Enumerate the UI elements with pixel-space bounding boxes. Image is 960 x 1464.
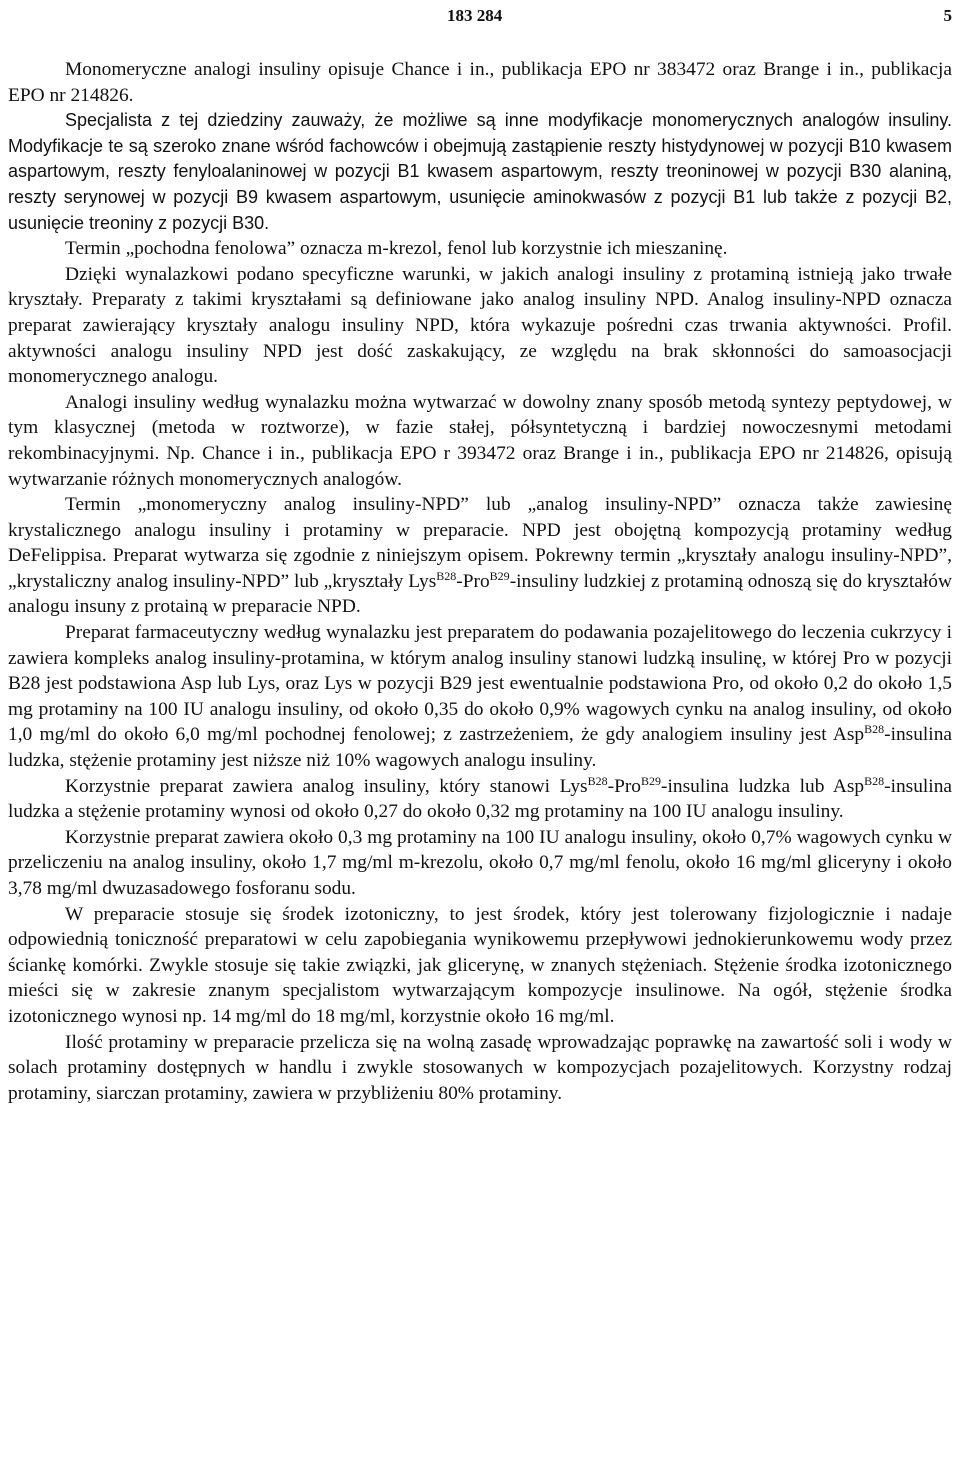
paragraph-5: Analogi insuliny według wynalazku można wytwarzać w dowolny znany sposób metodą syntezy peptydowej, w tym klasycznej (metoda w roztworze), w fazie stałej, półsyntetyczną i bardziej nowoczesnymi metodami rekombinacyjnymi. Np. Chance i in., publikacja EPO r 393472 oraz Brange i in., publikacja EPO nr 214826, opisują wytwarzanie różnych monomerycznych analogów. (8, 391, 952, 490)
document-body (8, 57, 952, 1106)
paragraph-11: Ilość protaminy w preparacie przelicza się na wolną zasadę wprowadzając poprawkę na zawartość soli i wody w solach protaminy dostępnych w handlu i zwykle stosowanych w kompozycjach pozajelitowych. Korzystny rodzaj protaminy, siarczan protaminy, zawiera w przybliżeniu 80% protaminy. (8, 1031, 952, 1104)
paragraph-4: Dzięki wynalazkowi podano specyficzne warunki, w jakich analogi insuliny z protaminą istnieją jako trwałe kryształy. Preparaty z takimi kryształami są definiowane jako analog insuliny NPD. Analog insuliny-NPD oznacza preparat zawierający kryształy analogu insuliny NPD, która wykazuje pośredni czas trwania aktywności. Profil. aktywności analogu insuliny NPD jest dość zaskakujący, ze względu na brak skłonności do samoasocjacji monomerycznego analogu. (8, 263, 952, 388)
superscript: B28 (436, 568, 457, 583)
superscript: B29 (641, 773, 662, 788)
paragraph-2: Specjalista z tej dziedziny zauważy, że możliwe są inne modyfikacje monomerycznych analogów insuliny. Modyfikacje te są szeroko znane wśród fachowców i obejmują zastąpienie reszty histydynowej w pozycji B10 kwasem aspartowym, reszty fenyloalaninowej w pozycji B1 kwasem aspartowym, reszty treoninowej w pozycji B30 alaniną, reszty serynowej w pozycji B9 kwasem aspartowym, usunięcie aminokwasów z pozycji B1 lub także z pozycji B2, usunięcie treoniny z pozycji B30. (8, 110, 952, 233)
paragraph-1: Monomeryczne analogi insuliny opisuje Chance i in., publikacja EPO nr 383472 oraz Brange i in., publikacja EPO nr 214826. (8, 59, 952, 106)
paragraph-7: Preparat farmaceutyczny według wynalazku jest preparatem do podawania pozajelitowego do leczenia cukrzycy i zawiera kompleks analog insuliny-protamina, w którym analog insuliny stanowi ludzką insulinę, w której Pro w pozycji B28 jest podstawiona Asp lub Lys, oraz Lys w pozycji B29 jest ewentualnie podstawiona Pro, od około 0,2 do około 1,5 mg protaminy na 100 IU analogu insuliny, od około 0,35 do około 0,9% wagowych cynku na analog insuliny, od około 1,0 mg/ml do około 6,0 mg/ml pochodnej fenolowej; z zastrzeżeniem, że gdy analogiem insuliny jest Asp$^{B28}$-insulina ludzka, stężenie protaminy jest niższe niż 10% wagowych analogu insuliny. (8, 622, 952, 772)
page-header (0, 0, 960, 30)
superscript: B28 (864, 722, 885, 737)
paragraph-3: Termin „pochodna fenolowa” oznacza m-krezol, fenol lub korzystnie ich mieszaninę. (65, 238, 728, 260)
paragraph-10: W preparacie stosuje się środek izotoniczny, to jest środek, który jest tolerowany fizjologicznie i nadaje odpowiednią toniczność preparatowi w celu zapobiegania wynikowemu przepływowi jednokierunkowemu wody przez ściankę komórki. Zwykle stosuje się takie związki, jak glicerynę, w znanych stężeniach. Stężenie środka izotonicznego mieści się w zakresie znanym specjalistom wytwarzającym kompozycje insulinowe. Na ogół, stężenie środka izotonicznego wynosi np. 14 mg/ml do 18 mg/ml, korzystnie około 16 mg/ml. (8, 903, 952, 1027)
page-number: 5 (943, 6, 952, 25)
superscript: B29 (489, 568, 510, 583)
paragraph-8: Korzystnie preparat zawiera analog insuliny, który stanowi Lys$^{B28}$-Pro$^{B29}$-insulina ludzka lub Asp$^{B28}$-insulina ludzka a stężenie protaminy wynosi od około 0,27 do około 0,32 mg protaminy na 100 IU analogu insuliny. (8, 773, 952, 823)
document-number: 183 284 (447, 6, 503, 25)
paragraph-9: Korzystnie preparat zawiera około 0,3 mg protaminy na 100 IU analogu insuliny, około 0,7% wagowych cynku w przeliczeniu na analog insuliny, około 1,7 mg/ml m-krezolu, około 0,7 mg/ml fenolu, około 16 mg/ml gliceryny i około 3,78 mg/ml dwuzasadowego fosforanu sodu. (8, 826, 952, 899)
superscript: B28 (587, 773, 608, 788)
superscript: B28 (864, 773, 885, 788)
paragraph-6: Termin „monomeryczny analog insuliny-NPD” lub „analog insuliny-NPD” oznacza także zawiesinę krystalicznego analogu insuliny i protaminy w preparacie. NPD jest obojętną kompozycją protaminy według DeFelippisa. Preparat wytwarza się zgodnie z niniejszym opisem. Pokrewny termin „kryształy analogu insuliny-NPD”, „krystaliczny analog insuliny-NPD” lub „kryształy Lys$^{B28}$-Pro$^{B29}$-insuliny ludzkiej z protaminą odnoszą się do kryształów analogu insuny z protainą w preparacie NPD. (8, 494, 952, 618)
